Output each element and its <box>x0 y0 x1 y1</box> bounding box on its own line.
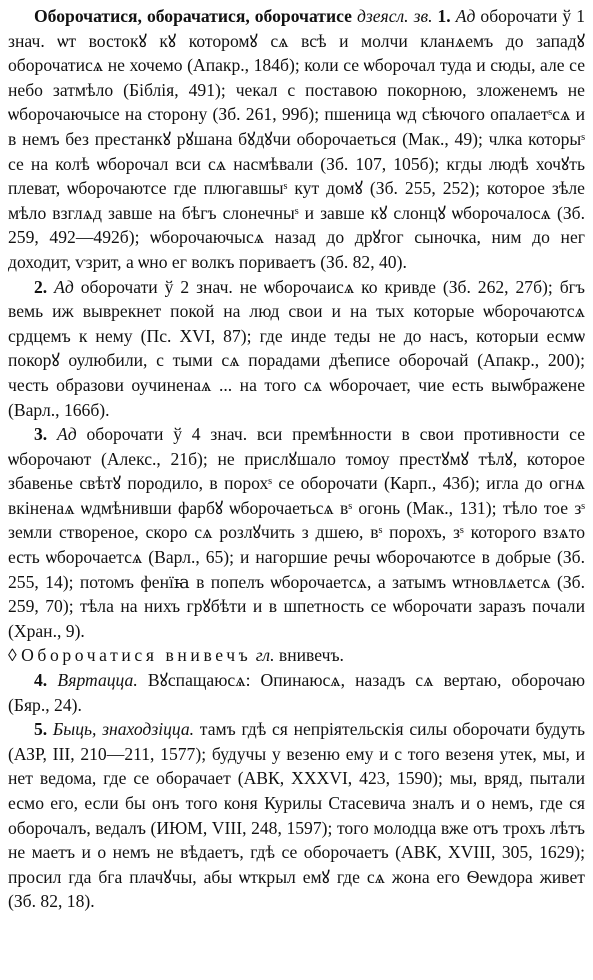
phrase-text: внивечъ. <box>278 645 344 666</box>
grammar-label: гл. <box>255 645 275 666</box>
sense-text: оборочати ў 1 знач. ѡт востокꙋ кꙋ которомꙋ сѧ всѣ и молчи кланѧемъ до западꙋ оборочатисѧ не хочемо (Апакр., 184б); коли се ѡборочал туда и сюды, але се небо затмѣло (Біблія, 491); чекал с поставою покорною, зложенемъ не ѡборочаючысе на сторону (Зб. 261, 99б); пшеница ѡд сѣючого опалаетˢсѧ и в немъ без престанкꙋ рꙋшана бꙋдꙋчи оборочаеться (Мак., 49); члка которыˢ се на колѣ ѡборочал вси сѧ насмѣвали (Зб. 107, 105б); кгды людѣ хочꙋть плеват, ѡборочаютсе где плюгавшыˢ кут домꙋ (Зб. 255, 252); которое зѣле мѣло взглѧд завше на бѣгъ слонечныˢ и завше кꙋ слонцꙋ ѡборочалосѧ (Зб. 259, 492—492б); ѡборочаючысѧ назад до дрꙋгог сыночка, ним до нег доходит, ѵзрит, а ѡно ег волкъ пориваетъ (Зб. 82, 40). <box>8 6 585 272</box>
sense-gloss: Ад <box>57 424 77 445</box>
sense-number: 3. <box>34 424 48 445</box>
sense-text: оборочати ў 4 знач. вси премѣнности в свои противности се ѡборочают (Алекс., 21б); не прислꙋшало томоу престꙋмꙋ тѣлꙋ, которое збавенье свѣтꙋ породило, в порохˢ се оборочати (Карп., 43б); игла до огнѧ вкіненаѧ ѡдмѣнивши фарбꙋ ѡборочаетьсѧ вˢ огонь (Мак., 131); тѣло тое зˢ земли створеное, скоро сѧ розлꙋчить з дшею, вˢ порохъ, зˢ которого взѧто есть ѡборочаетсѧ (Варл., 65); и нагоршие речы ѡборочаютсе в добрые (Зб. 255, 14); потомъ фенїꙗ в попелъ ѡборочаетсѧ, а затымъ ѡтновлѧетсѧ (Зб. 259, 70); тѣла на нихъ грꙋбѣти и в шпетность се ѡборочати заразъ почали (Хран., 9). <box>8 424 586 641</box>
sense-gloss: Быць, знаходзіцца. <box>52 719 195 740</box>
sense-number: 5. <box>34 719 48 740</box>
sense-number: 4. <box>34 670 48 691</box>
entry-sense-3 <box>8 422 585 643</box>
entry-phrase <box>8 643 585 668</box>
phrase-headword: Оборочатися внивечъ <box>21 645 252 666</box>
sense-text: тамъ гдѣ ся непріятельскія силы оборочати будуть (АЗР, III, 210—211, 1577); будучы у везеню ему и с того везеня утек, мы, и нет ведома, где се оборачает (АВК, XXXVI, 423, 1590); мы, вряд, пытали есмо его, если бы онъ того коня Курилы Стасевича зналъ и о немъ, где ся оборочалъ, ведалъ (ИЮМ, VIII, 248, 1597); того молодца вже отъ трохъ лѣтъ не маетъ и о немъ не вѣдаетъ, гдѣ се оборочаетъ (АВК, XVIII, 305, 1629); просил гда бга плачꙋчы, абы ѡткрыл емꙋ где сѧ жона его Ѳеѡдора живет (Зб. 82, 18). <box>8 719 585 912</box>
entry-sense-1 <box>8 4 585 275</box>
sense-gloss: Ад <box>455 6 476 26</box>
sense-number: 2. <box>34 276 48 297</box>
entry-sense-5 <box>8 717 585 914</box>
headword: Оборочатися, оборачатися, оборочатисе <box>34 6 352 26</box>
entry-sense-4 <box>8 668 585 717</box>
phrase-marker: ◊ <box>8 645 17 666</box>
sense-text: оборочати ў 2 знач. не ѡборочаисѧ ко кривде (Зб. 262, 27б); бгъ вемь иж выврекнет покой на люд свои и на тых которые ѡборочаютсѧ срдцемъ к нему (Пс. XVI, 87); где инде теды не до насъ, которыи есмѡ покорꙋ оулюбили, с тыми сѧ порадами дѣеписе оборочай (Апакр., 200); честь образови оучиненаѧ ... на того сѧ ѡборочает, чие есть выѡбражене (Варл., 166б). <box>8 276 585 420</box>
entry-sense-2 <box>8 275 585 423</box>
sense-gloss: Вяртацца. <box>57 670 138 691</box>
sense-gloss: Ад <box>54 276 74 297</box>
sense-text: Вꙋспащаюсѧ: Опинаюсѧ, назадъ сѧ вертаю, оборочаю (Бяр., 24). <box>8 670 585 715</box>
grammar-label: дзеясл. зв. <box>356 6 433 26</box>
sense-number: 1. <box>437 6 451 26</box>
